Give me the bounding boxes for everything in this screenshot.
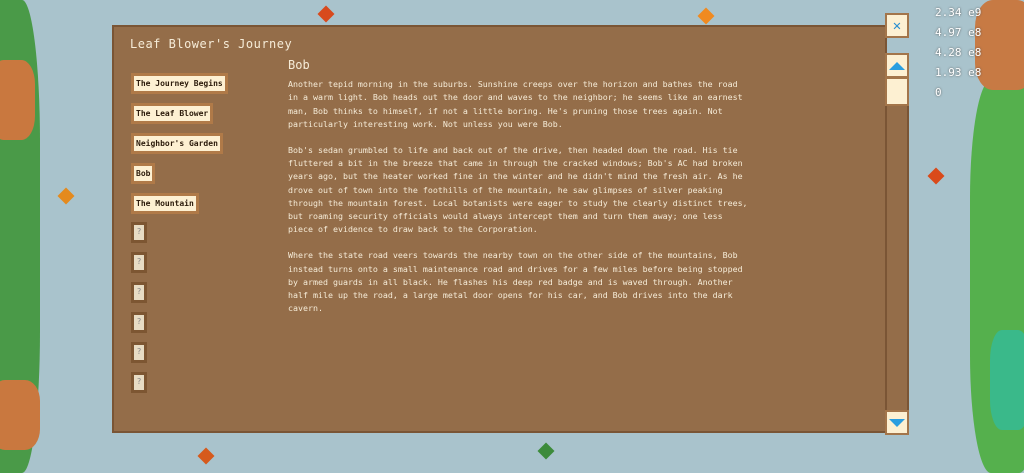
counter: 0 xyxy=(935,86,942,99)
journey-panel xyxy=(112,25,887,433)
scroll-up-button[interactable] xyxy=(885,53,909,78)
close-icon: ✕ xyxy=(892,17,902,34)
story-paragraph: Bob's sedan grumbled to life and back out of the drive, then headed down the road. His tie fluttered a bit in the breeze that came in through the cracked windows; Bob's AC had broken years ago, but the heater worked fine in the winter and he didn't mind the fresh air. As he drove out of town into the foothills of the mountain, he saw glimpses of silver peaking through the mountain forest. Local botanists were eager to study the clearly distinct trees, but roaming security officials would always intercept them and turn them away; one less piece of evidence to draw back to the Corporation. xyxy=(288,145,748,235)
locked-chapter-button[interactable]: ? xyxy=(131,252,147,273)
chapter-button[interactable]: The Mountain xyxy=(131,193,199,214)
story-heading: Bob xyxy=(288,58,310,72)
scroll-down-button[interactable] xyxy=(885,410,909,435)
panel-title: Leaf Blower's Journey xyxy=(130,37,293,51)
close-button[interactable] xyxy=(885,13,909,38)
story-paragraph: Another tepid morning in the suburbs. Sunshine creeps over the horizon and bathes the road in a warm light. Bob heads out the door and waves to the neighbor; he seems like an earnest man, Bob thinks to himself, if not a little boring. He's pruning those trees again. Not particularly interesting work. Not unless you were Bob. xyxy=(288,79,743,129)
counter: 2.34 e9 xyxy=(935,6,982,19)
chapter-button[interactable]: The Leaf Blower xyxy=(131,103,213,124)
scrollbar-thumb[interactable] xyxy=(885,77,909,106)
arrow-down-icon xyxy=(889,419,905,427)
story-paragraph: Where the state road veers towards the nearby town on the other side of the mountains, Bob instead turns onto a small maintenance road and drives for a few miles before being stopped by armed guards in all black. He flashes his deep red badge and is waved through. Another half mile up the road, a large metal door opens for his car, and Bob drives into the dark cavern. xyxy=(288,250,743,314)
scrollbar-track[interactable] xyxy=(885,53,909,434)
locked-chapter-button[interactable]: ? xyxy=(131,222,147,243)
chapter-button[interactable]: Bob xyxy=(131,163,155,184)
chapter-button[interactable]: The Journey Begins xyxy=(131,73,228,94)
counter: 1.93 e8 xyxy=(935,66,982,79)
locked-chapter-button[interactable]: ? xyxy=(131,312,147,333)
resource-counters xyxy=(935,3,981,103)
locked-chapter-button[interactable]: ? xyxy=(131,372,147,393)
counter: 4.28 e8 xyxy=(935,46,982,59)
story-text xyxy=(288,59,748,328)
chapter-button[interactable]: Neighbor's Garden xyxy=(131,133,223,154)
locked-chapter-button[interactable]: ? xyxy=(131,342,147,363)
locked-chapter-button[interactable]: ? xyxy=(131,282,147,303)
arrow-up-icon xyxy=(889,62,905,70)
counter: 4.97 e8 xyxy=(935,26,982,39)
